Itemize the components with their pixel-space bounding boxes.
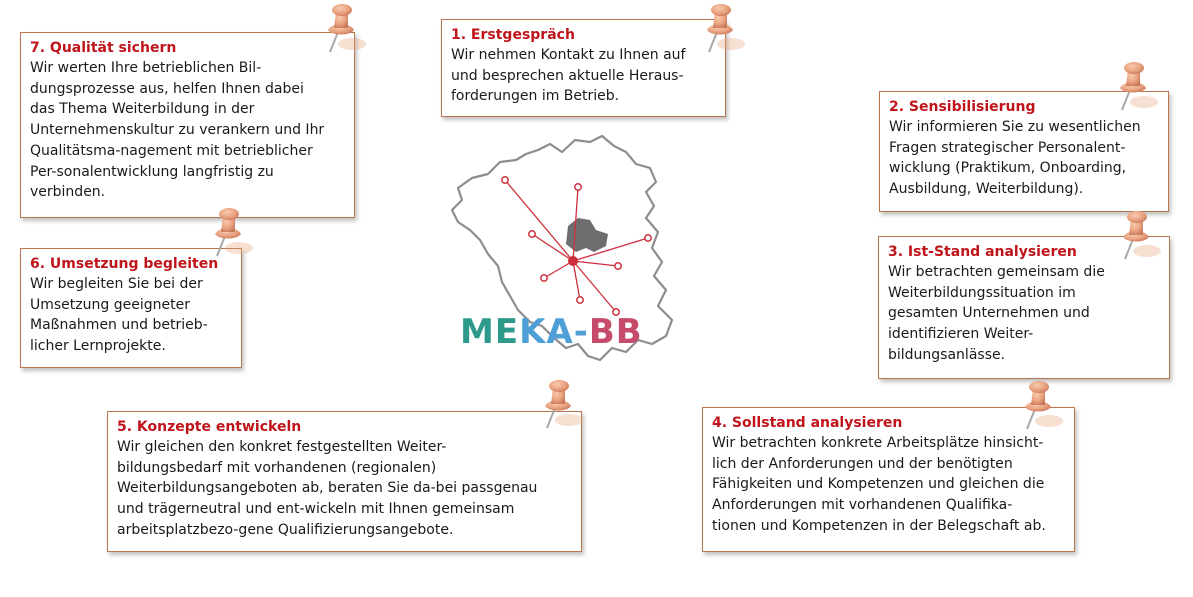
step-title: 5. Konzepte entwickeln <box>117 419 302 435</box>
step-body: Wir nehmen Kontakt zu Ihnen auf und besprechen aktuelle Heraus- forderungen im Betrieb. <box>451 47 686 105</box>
step-body: Wir begleiten Sie bei der Umsetzung geeigneter Maßnahmen und betrieb- licher Lernprojekte. <box>30 276 208 355</box>
logo-bb: BB <box>588 312 643 352</box>
step-title: 7. Qualität sichern <box>30 40 177 56</box>
step-title: 3. Ist-Stand analysieren <box>888 244 1077 260</box>
pushpin-icon <box>205 204 255 260</box>
step-card-7 <box>20 32 355 218</box>
pushpin-icon <box>1110 58 1160 114</box>
network-hub <box>568 256 578 266</box>
step-title: 1. Erstgespräch <box>451 27 575 43</box>
pushpin-icon <box>697 0 747 56</box>
step-title: 2. Sensibilisierung <box>889 99 1036 115</box>
meka-bb-logo <box>460 312 643 352</box>
berlin-region <box>566 218 608 252</box>
pushpin-icon <box>1113 207 1163 263</box>
step-body: Wir werten Ihre betrieblichen Bil- dungsprozesse aus, helfen Ihnen dabei das Thema Weiterbildung in der Unternehmenskultur zu verankern und Ihr Qualitätsma-nagement mit betrieblicher Per-sonalentwicklung langfristig zu verbinden. <box>30 60 325 201</box>
step-card-5 <box>107 411 582 552</box>
step-card-6 <box>20 248 242 368</box>
step-title: 6. Umsetzung begleiten <box>30 256 219 272</box>
pushpin-icon <box>1015 377 1065 433</box>
step-body: Wir gleichen den konkret festgestellten Weiter- bildungsbedarf mit vorhandenen (regionalen) Weiterbildungsangeboten ab, beraten Sie da-bei passgenau und trägerneutral und ent-wickeln mit Ihnen gemeinsam arbeitsplatzbezo-gene Qualifizierungsangebote. <box>117 439 538 538</box>
logo-dash: - <box>573 312 589 352</box>
pushpin-icon <box>535 376 585 432</box>
step-body: Wir betrachten gemeinsam die Weiterbildungssituation im gesamten Unternehmen und identifizieren Weiter- bildungsanlässe. <box>888 264 1105 363</box>
logo-me: ME <box>460 312 520 352</box>
logo-ka: KA <box>519 312 574 352</box>
pushpin-icon <box>318 0 368 56</box>
step-title: 4. Sollstand analysieren <box>712 415 903 431</box>
step-body: Wir betrachten konkrete Arbeitsplätze hinsicht- lich der Anforderungen und der benötigten Fähigkeiten und Kompetenzen und gleichen die Anforderungen mit vorhandenen Qualifika- tionen und Kompetenzen in der Belegschaft ab. <box>712 435 1046 534</box>
step-card-1 <box>441 19 726 117</box>
step-body: Wir informieren Sie zu wesentlichen Fragen strategischer Personalent- wicklung (Praktikum, Onboarding, Ausbildung, Weiterbildung). <box>889 119 1141 198</box>
